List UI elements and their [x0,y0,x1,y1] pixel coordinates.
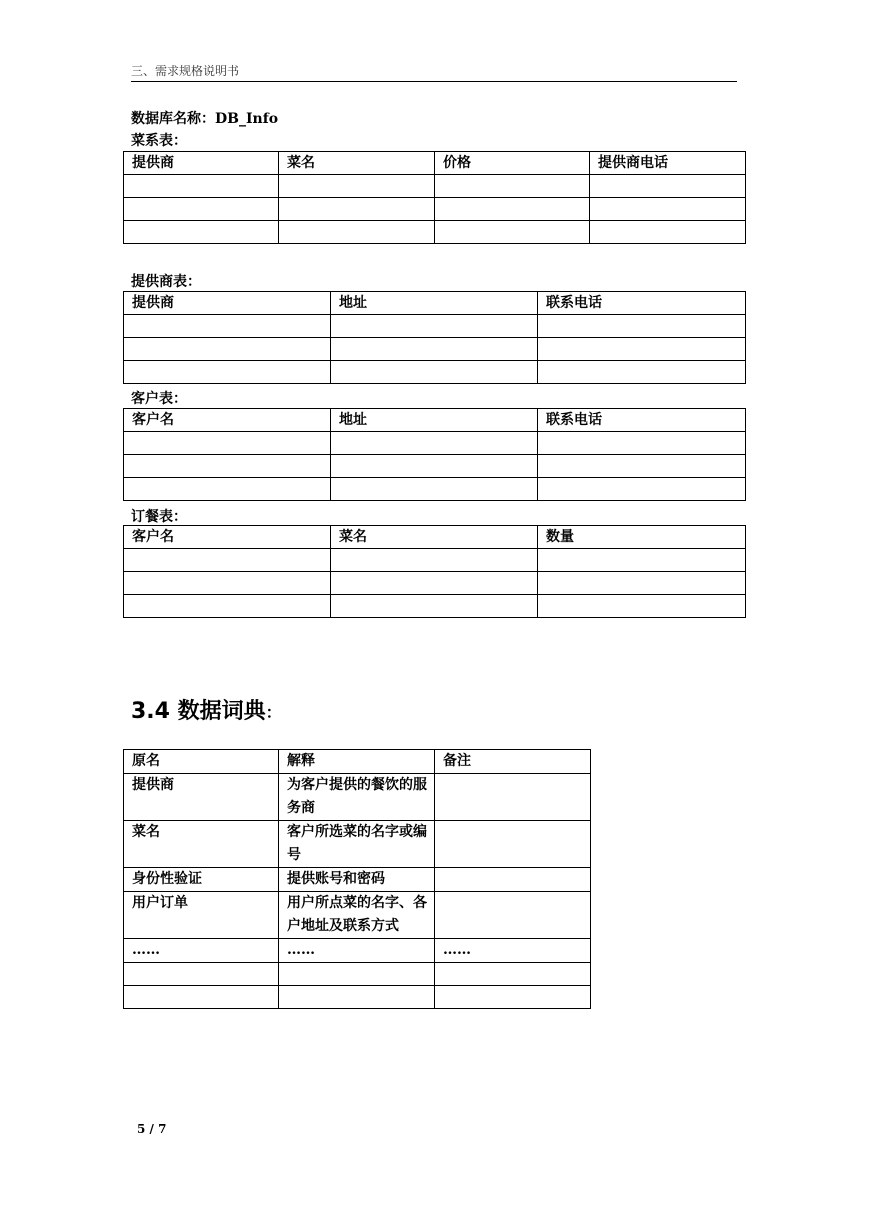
table-cell [124,338,331,361]
table-cell [538,549,746,572]
dict-name-cell: 菜名 [124,821,279,868]
column-header: 数量 [538,526,746,549]
column-header: 提供商电话 [590,152,746,175]
table-cell [331,315,538,338]
table-row [124,315,746,338]
table-row [124,338,746,361]
section-title: 数据词典 [177,699,266,724]
table-header-row [124,526,746,549]
order-table-title: 订餐表： [131,509,187,525]
dict-note-cell [435,868,591,892]
table-header-row [124,409,746,432]
table-cell [124,221,279,244]
page-header: 三、需求规格说明书 [131,64,240,78]
column-header: 联系电话 [538,409,746,432]
table-row [124,478,746,501]
table-row [124,595,746,618]
table-cell [331,549,538,572]
dict-name-cell: …… [124,939,279,963]
table-row [124,221,746,244]
table-cell [538,595,746,618]
table-cell [124,572,331,595]
dict-desc-cell: 用户所点菜的名字、各户地址及联系方式 [279,892,435,939]
table-cell [279,198,435,221]
table-cell [124,963,279,986]
column-header: 地址 [331,292,538,315]
order-table [123,525,746,618]
table-row [124,868,591,892]
dish-table-title: 菜系表： [131,133,187,149]
table-cell [331,432,538,455]
data-dictionary-table [123,749,591,1009]
table-row [124,361,746,384]
table-row [124,774,591,821]
table-row [124,572,746,595]
column-header: 菜名 [279,152,435,175]
dish-table [123,151,746,244]
table-row [124,892,591,939]
table-cell [331,478,538,501]
column-header: 价格 [435,152,590,175]
column-header: 提供商 [124,292,331,315]
column-header: 地址 [331,409,538,432]
table-cell [590,221,746,244]
table-row [124,821,591,868]
table-cell [435,198,590,221]
table-cell [331,338,538,361]
section-colon: ： [265,703,282,722]
section-heading [131,694,282,725]
table-cell [279,221,435,244]
dict-note-cell [435,821,591,868]
table-row [124,986,591,1009]
section-number: 3.4 [131,699,170,724]
table-cell [124,175,279,198]
table-cell [124,549,331,572]
table-row [124,198,746,221]
table-cell [590,175,746,198]
table-cell [124,595,331,618]
column-header: 备注 [435,750,591,774]
table-cell [124,198,279,221]
header-rule [131,81,737,82]
column-header: 菜名 [331,526,538,549]
database-name-label: 数据库名称：DB_Info [131,111,279,127]
dict-name-cell: 身份性验证 [124,868,279,892]
table-cell [279,175,435,198]
dict-desc-cell: …… [279,939,435,963]
page-number: 5 / 7 [137,1122,167,1136]
dict-desc-cell: 为客户提供的餐饮的服务商 [279,774,435,821]
column-header: 客户名 [124,526,331,549]
table-row [124,432,746,455]
table-cell [331,361,538,384]
dict-desc-cell: 提供账号和密码 [279,868,435,892]
table-row [124,175,746,198]
table-cell [590,198,746,221]
table-row [124,963,591,986]
table-cell [538,338,746,361]
column-header: 客户名 [124,409,331,432]
table-cell [435,175,590,198]
table-cell [435,221,590,244]
column-header: 提供商 [124,152,279,175]
dict-note-cell: …… [435,939,591,963]
dict-name-cell: 用户订单 [124,892,279,939]
table-cell [279,986,435,1009]
customer-table-title: 客户表： [131,391,187,407]
supplier-table [123,291,746,384]
table-header-row [124,750,591,774]
table-cell [124,986,279,1009]
column-header: 解释 [279,750,435,774]
table-header-row [124,292,746,315]
dict-note-cell [435,774,591,821]
table-cell [124,455,331,478]
table-cell [538,432,746,455]
supplier-table-title: 提供商表： [131,274,201,290]
table-cell [435,986,591,1009]
table-cell [331,572,538,595]
table-header-row [124,152,746,175]
table-cell [538,455,746,478]
table-cell [124,361,331,384]
table-row [124,549,746,572]
table-cell [538,315,746,338]
table-cell [538,361,746,384]
table-cell [538,478,746,501]
table-cell [331,455,538,478]
table-cell [124,478,331,501]
table-row [124,455,746,478]
table-cell [279,963,435,986]
dict-desc-cell: 客户所选菜的名字或编号 [279,821,435,868]
table-cell [331,595,538,618]
dict-note-cell [435,892,591,939]
table-cell [538,572,746,595]
table-cell [435,963,591,986]
column-header: 联系电话 [538,292,746,315]
table-cell [124,315,331,338]
customer-table [123,408,746,501]
table-row [124,939,591,963]
column-header: 原名 [124,750,279,774]
table-cell [124,432,331,455]
dict-name-cell: 提供商 [124,774,279,821]
